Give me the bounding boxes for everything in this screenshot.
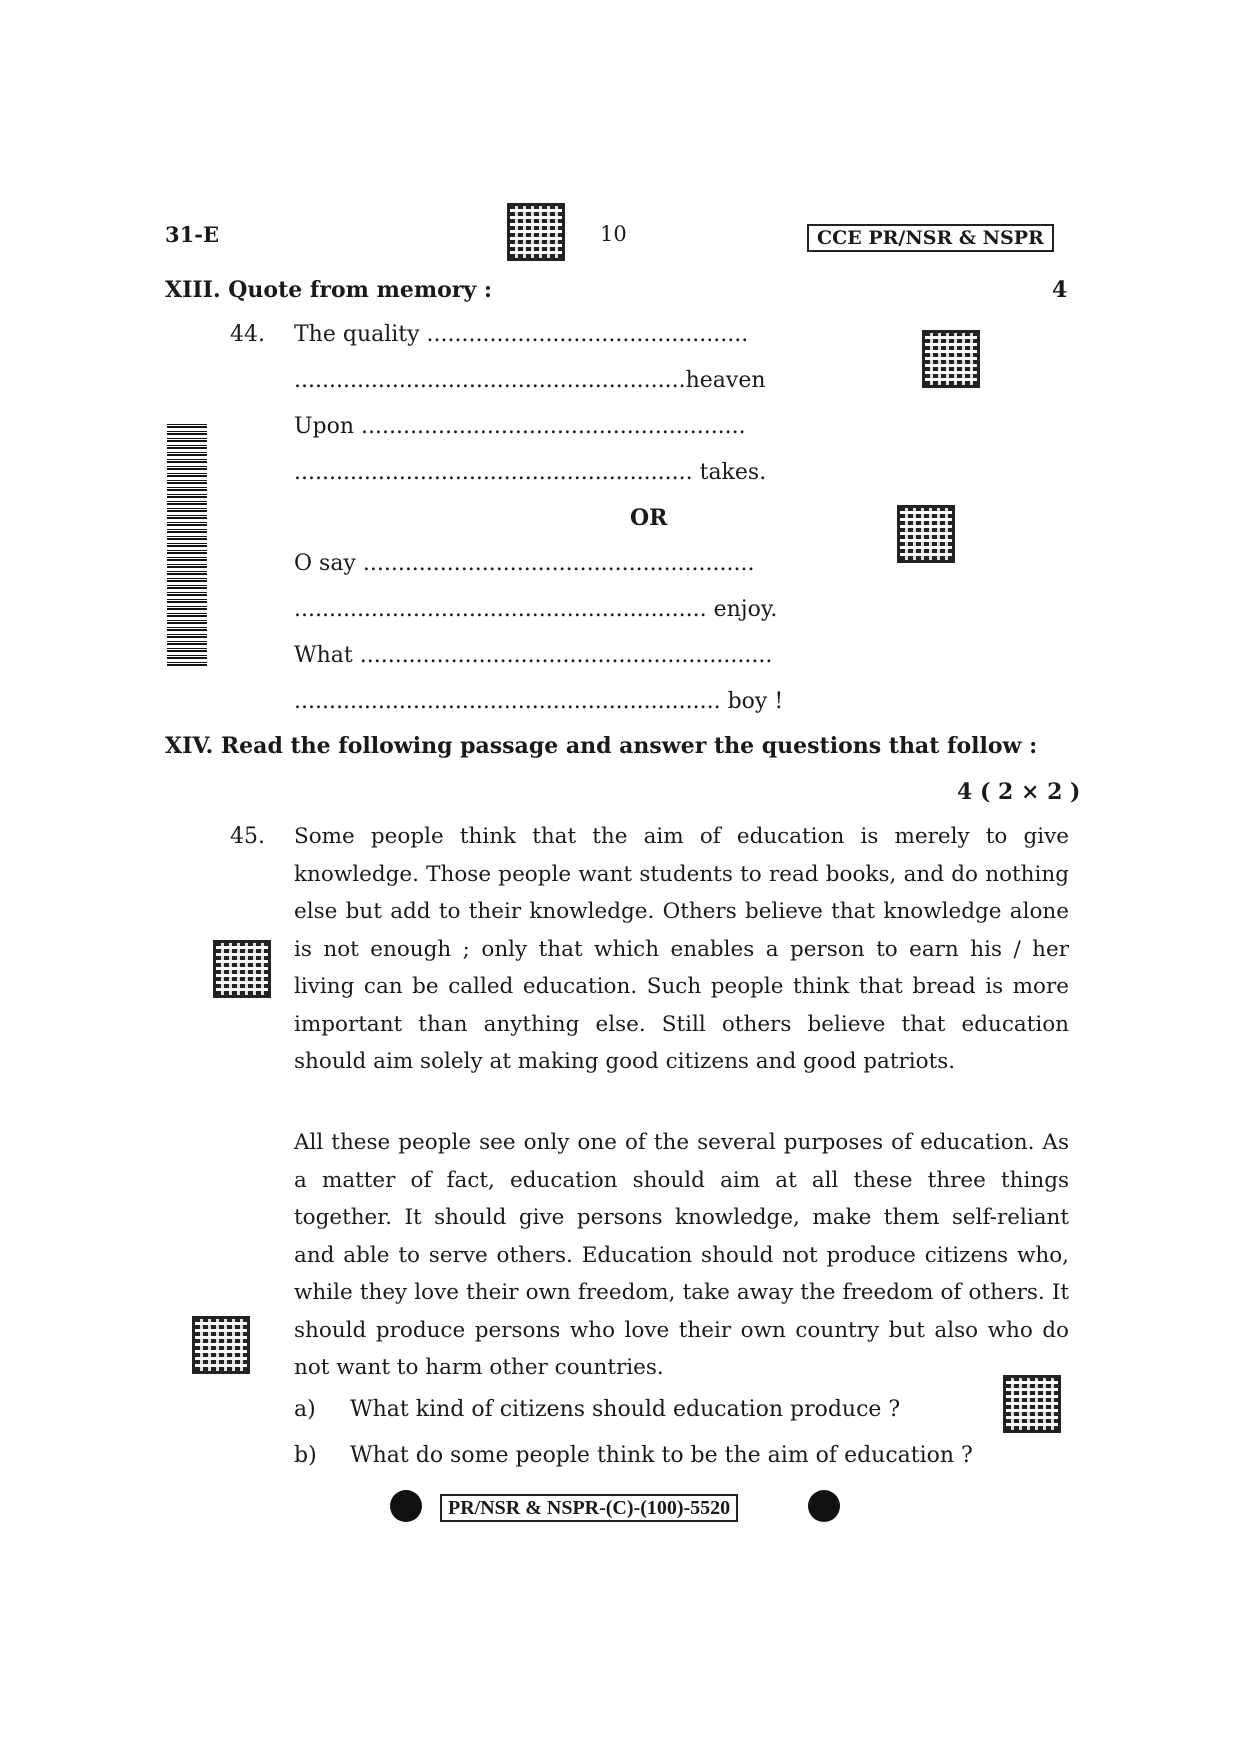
footer-code: PR/NSR & NSPR-(C)-(100)-5520: [440, 1494, 738, 1522]
qr-code-icon: [192, 1316, 250, 1374]
series-box: CCE PR/NSR & NSPR: [807, 224, 1054, 252]
poem-line-5: O say ........................................................: [294, 551, 755, 576]
qr-code-icon: [922, 330, 980, 388]
or-label: OR: [630, 505, 668, 531]
section-14-title: XIV. Read the following passage and answer the questions that follow :: [165, 733, 1038, 759]
poem-line-1: The quality ..............................................: [294, 322, 749, 347]
poem-line-7: What ...........................................................: [294, 643, 773, 668]
question-a-text: What kind of citizens should education produce ?: [350, 1397, 901, 1422]
question-b-text: What do some people think to be the aim of education ?: [350, 1443, 973, 1468]
question-44-number: 44.: [230, 322, 265, 347]
footer-dot-left: [390, 1490, 422, 1522]
barcode-icon: [167, 422, 207, 666]
poem-line-3: Upon .......................................................: [294, 414, 746, 439]
footer-dot-right: [808, 1490, 840, 1522]
qr-code-icon: [1003, 1375, 1061, 1433]
page-number: 10: [600, 222, 627, 246]
qr-code-icon: [507, 203, 565, 261]
question-b-label: b): [294, 1443, 317, 1468]
passage-paragraph-2: All these people see only one of the several purposes of education. As a matter of fact, education should aim at all these three things together. It should give persons knowledge, make them self-reliant and able to serve others. Education should not produce citizens who, while they love their own freedom, take away the freedom of others. It should produce persons who love their own country but also who do not want to harm other countries.: [294, 1130, 1069, 1380]
section-14-marks: 4 ( 2 × 2 ): [957, 779, 1081, 805]
question-45-number: 45.: [230, 824, 265, 849]
poem-line-4: ......................................................... takes.: [294, 460, 767, 485]
section-13-title: XIII. Quote from memory :: [165, 277, 492, 303]
poem-line-6: ........................................................... enjoy.: [294, 597, 778, 622]
question-a-label: a): [294, 1397, 316, 1422]
section-13-marks: 4: [1052, 277, 1068, 303]
poem-line-8: ............................................................. boy !: [294, 689, 784, 714]
qr-code-icon: [897, 505, 955, 563]
paper-code: 31-E: [165, 222, 219, 247]
qr-code-icon: [213, 940, 271, 998]
passage-paragraph-1: Some people think that the aim of education is merely to give knowledge. Those people want students to read books, and do nothing else but add to their knowledge. Others believe that knowledge alone is not enough ; only that which enables a person to earn his / her living can be called education. Such people think that bread is more important than anything else. Still others believe that education should aim solely at making good citizens and good patriots.: [294, 824, 1069, 1074]
poem-line-2: ........................................................heaven: [294, 368, 766, 393]
